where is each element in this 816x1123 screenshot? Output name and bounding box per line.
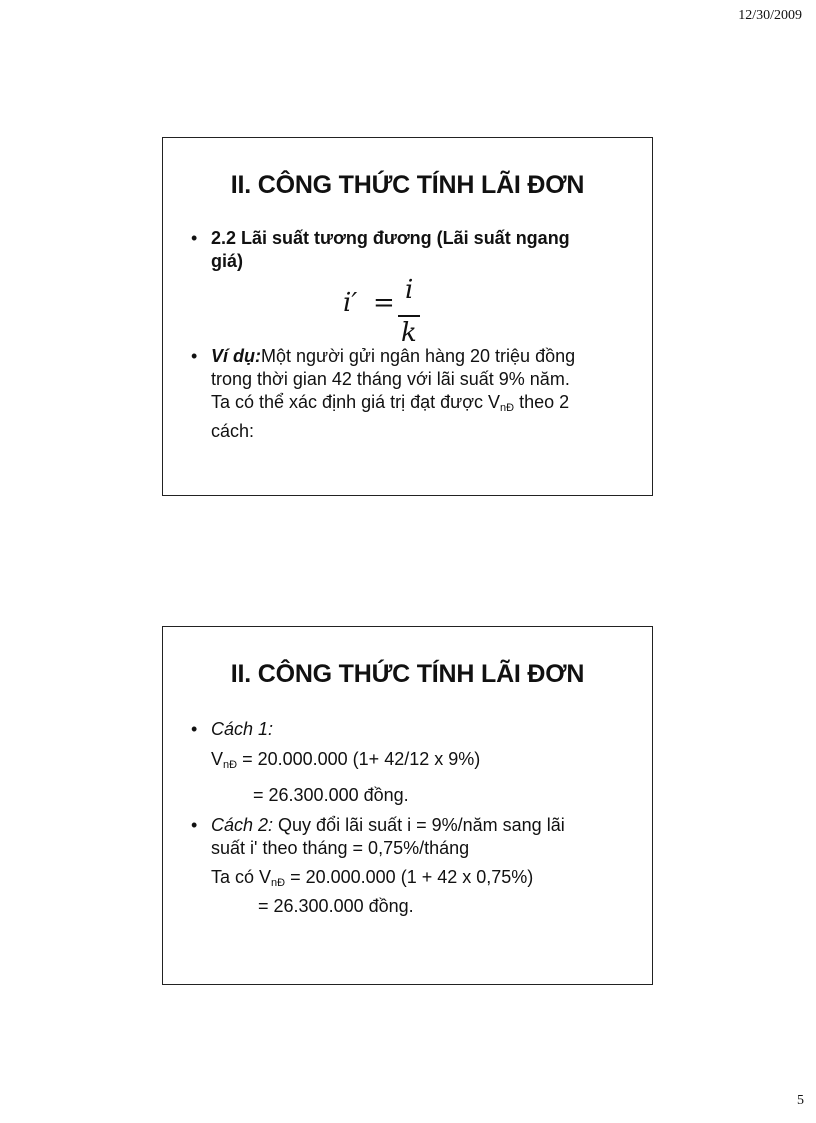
formula-denominator: k [401, 318, 417, 348]
formula-lhs: i′ [343, 288, 358, 318]
heading-line-2: giá) [211, 251, 244, 271]
method-1-label: Cách 1: [211, 719, 274, 739]
formula-equals: = [373, 288, 395, 318]
formula-fraction-bar [398, 315, 420, 317]
page-date: 12/30/2009 [738, 8, 802, 23]
bullet-dot-icon: • [191, 815, 198, 835]
bullet-dot-icon: • [191, 719, 198, 739]
slide-title: II. CÔNG THỨC TÍNH LÃI ĐƠN [230, 660, 585, 688]
methods-content [191, 714, 638, 918]
example-line-4: cách: [211, 421, 255, 441]
method-2-line-2: suất i' theo tháng = 0,75%/tháng [211, 838, 470, 858]
page-number: 5 [797, 1093, 804, 1108]
method-2-prefix: Ta có V [211, 867, 272, 887]
method-2-text: Quy đổi lãi suất i = 9%/năm sang lãi [273, 815, 565, 835]
example-line-3: Ta có thể xác định giá trị đạt được V [211, 392, 501, 412]
example-line-3-end: theo 2 [514, 392, 570, 412]
bullet-dot-icon: • [191, 228, 198, 248]
slide-2 [162, 626, 653, 985]
formula-numerator: i [405, 275, 414, 305]
example-line-1: Một người gửi ngân hàng 20 triệu đồng [261, 346, 576, 366]
variable-v: V [211, 749, 224, 769]
method-1-expression: = 20.000.000 (1+ 42/12 x 9%) [237, 749, 481, 769]
slide-1 [162, 137, 653, 496]
method-1-result: = 26.300.000 đồng. [253, 785, 409, 805]
slide-title: II. CÔNG THỨC TÍNH LÃI ĐƠN [230, 171, 585, 199]
subscript-nd: nĐ [223, 759, 238, 771]
bullet-heading [191, 227, 638, 273]
heading-line-1: 2.2 Lãi suất tương đương (Lãi suất ngang [211, 228, 570, 248]
method-2-expression: = 20.000.000 (1 + 42 x 0,75%) [285, 867, 534, 887]
subscript-nd: nĐ [271, 877, 286, 889]
method-2-result: = 26.300.000 đồng. [258, 896, 414, 916]
bullet-dot-icon: • [191, 346, 198, 366]
example-line-2: trong thời gian 42 tháng với lãi suất 9% năm. [211, 369, 570, 389]
example-label: Ví dụ: [211, 346, 261, 366]
method-2-label: Cách 2: [211, 815, 274, 835]
subscript-nd: nĐ [500, 402, 515, 414]
bullet-example [191, 345, 638, 443]
